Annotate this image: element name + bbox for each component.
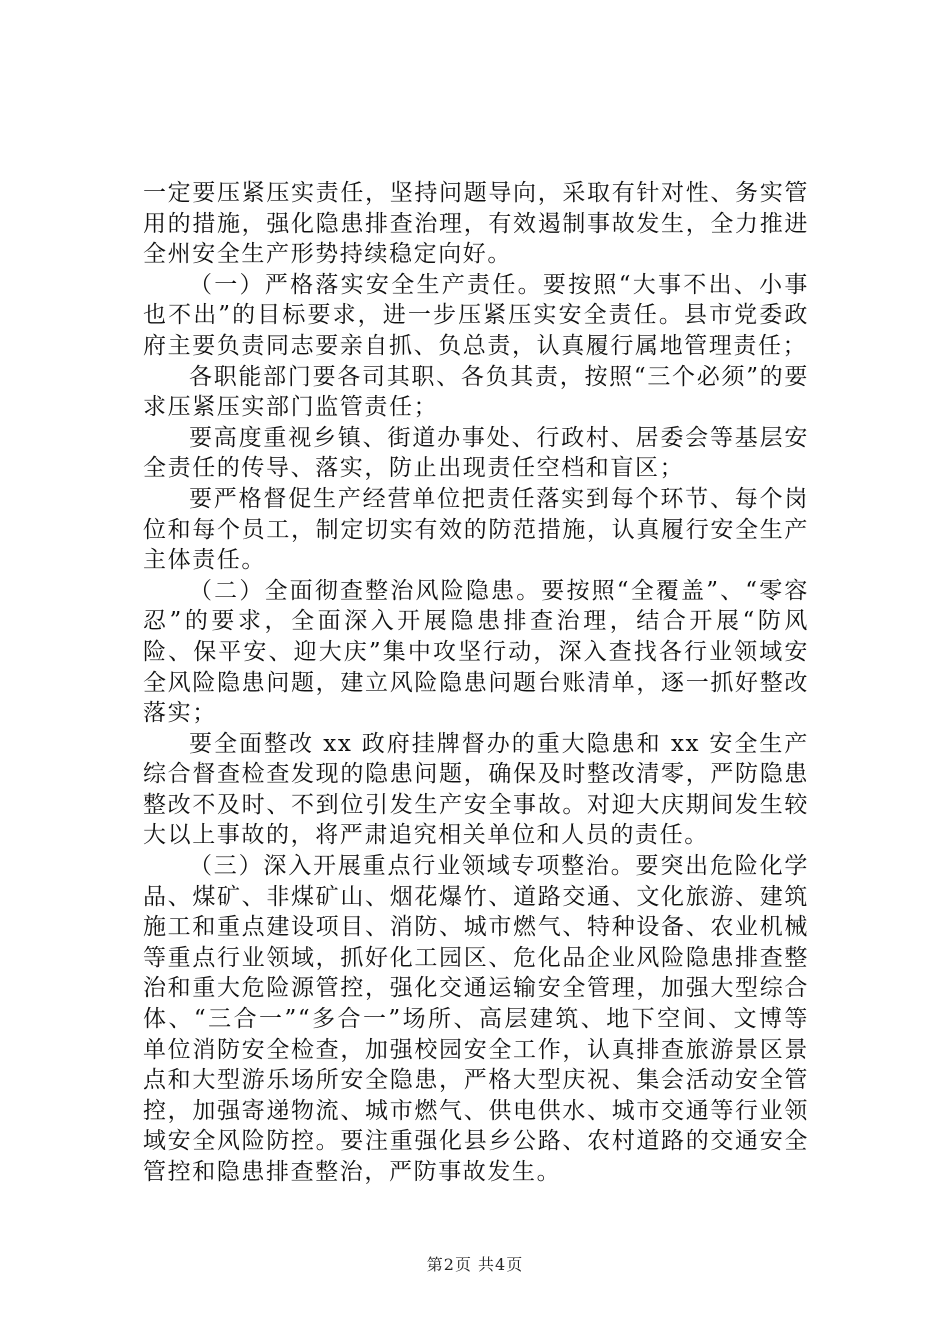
paragraph-section-2-heading: （二）全面彻查整治风险隐患。要按照“全覆盖”、“零容忍”的要求，全面深入开展隐患排查治理，结合开展“防风险、保平安、迎大庆”集中攻坚行动，深入查找各行业领域安全风险隐患问题，建立风险隐患问题台账清单，逐一抓好整改落实；	[143, 577, 809, 727]
paragraph-continuation: 一定要压紧压实责任，坚持问题导向，采取有针对性、务实管用的措施，强化隐患排查治理，有效遏制事故发生，全力推进全州安全生产形势持续稳定向好。	[143, 180, 809, 268]
paragraph-section-1-heading: （一）严格落实安全生产责任。要按照“大事不出、小事也不出”的目标要求，进一步压紧压实安全责任。县市党委政府主要负责同志要亲自抓、负总责，认真履行属地管理责任；	[143, 271, 809, 359]
paragraph-grassroots: 要高度重视乡镇、街道办事处、行政村、居委会等基层安全责任的传导、落实，防止出现责任空档和盲区；	[143, 424, 809, 482]
paragraph-departments: 各职能部门要各司其职、各负其责，按照“三个必须”的要求压紧压实部门监管责任；	[143, 363, 809, 421]
paragraph-section-3-heading: （三）深入开展重点行业领域专项整治。要突出危险化学品、煤矿、非煤矿山、烟花爆竹、道路交通、文化旅游、建筑施工和重点建设项目、消防、城市燃气、特种设备、农业机械等重点行业领域，抓好化工园区、危化品企业风险隐患排查整治和重大危险源管控，强化交通运输安全管理，加强大型综合体、“三合一”“多合一”场所、高层建筑、地下空间、文博等单位消防安全检查，加强校园安全工作，认真排查旅游景区景点和大型游乐场所安全隐患，严格大型庆祝、集会活动安全管控，加强寄递物流、城市燃气、供电供水、城市交通等行业领域安全风险防控。要注重强化县乡公路、农村道路的交通安全管控和隐患排查整治，严防事故发生。	[143, 853, 809, 1185]
paragraph-enterprises: 要严格督促生产经营单位把责任落实到每个环节、每个岗位和每个员工，制定切实有效的防范措施，认真履行安全生产主体责任。	[143, 485, 809, 574]
paragraph-rectification: 要全面整改 xx 政府挂牌督办的重大隐患和 xx 安全生产综合督查检查发现的隐患问题，确保及时整改清零，严防隐患整改不及时、不到位引发生产安全事故。对迎大庆期间发生较大以上事故的，将严肃追究相关单位和人员的责任。	[143, 730, 809, 849]
page-number-footer: 第2页 共4页	[426, 1255, 524, 1274]
document-body	[143, 178, 809, 1188]
